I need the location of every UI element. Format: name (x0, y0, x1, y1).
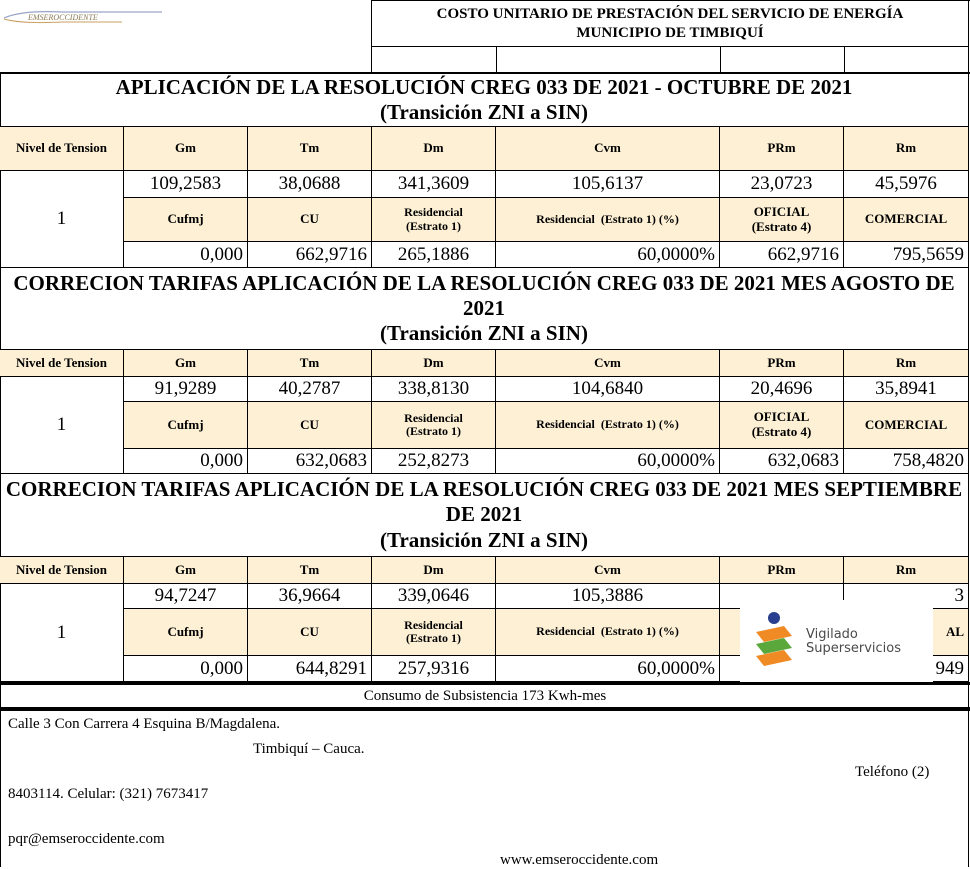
subheader-cufmj: Cufmj (124, 198, 248, 242)
footer-email[interactable]: pqr@emseroccidente.com (8, 831, 165, 847)
section-title-line1: CORRECION TARIFAS APLICACIÓN DE LA RESOLUCIÓN CREG 033 DE 2021 MES SEPTIEMBRE (5, 477, 963, 502)
header-gm: Gm (124, 127, 248, 171)
cell-residencial-pct: 60,0000% (496, 242, 720, 268)
nivel-tension-value: 1 (0, 584, 124, 682)
cell-comercial: 795,5659 (844, 242, 969, 268)
header-logo (2, 8, 170, 26)
cell-cvm: 105,3886 (496, 584, 720, 609)
footer-city: Timbiquí – Cauca. (253, 741, 365, 757)
header-dm: Dm (372, 127, 496, 171)
cell-residencial: 252,8273 (372, 449, 496, 474)
section-title-line3: (Transición ZNI a SIN) (380, 321, 588, 346)
nivel-tension-value: 1 (0, 171, 124, 268)
cell-cvm: 104,6840 (496, 377, 720, 402)
cell-comercial: 758,4820 (844, 449, 969, 474)
header-tm: Tm (248, 557, 372, 584)
header-prm: PRm (720, 350, 844, 377)
subheader-cufmj: Cufmj (124, 402, 248, 449)
subsistence-consumption: Consumo de Subsistencia 173 Kwh-mes (363, 687, 607, 704)
cell-gm: 109,2583 (124, 171, 248, 198)
cell-cufmj: 0,000 (124, 656, 248, 682)
cell-residencial: 265,1886 (372, 242, 496, 268)
header-cvm: Cvm (496, 127, 720, 171)
cell-cvm: 105,6137 (496, 171, 720, 198)
header-prm: PRm (720, 557, 844, 584)
cell-cufmj: 0,000 (124, 449, 248, 474)
cell-residencial: 257,9316 (372, 656, 496, 682)
header-rm: Rm (844, 127, 969, 171)
divider (371, 46, 969, 47)
header-cvm: Cvm (496, 557, 720, 584)
cell-tm: 40,2787 (248, 377, 372, 402)
divider (371, 0, 970, 1)
subheader-comercial: COMERCIAL (844, 402, 969, 449)
badge-text (806, 628, 901, 655)
document-title (372, 2, 968, 46)
cell-residencial-pct: 60,0000% (496, 449, 720, 474)
header-tm: Tm (248, 127, 372, 171)
section-title (0, 74, 969, 127)
subheader-comercial: AL (844, 609, 969, 656)
cell-cufmj: 0,000 (124, 242, 248, 268)
cell-tm: 38,0688 (248, 171, 372, 198)
badge-line1: Vigilado (806, 627, 858, 643)
cell-comercial: 949 (844, 656, 969, 682)
header-gm: Gm (124, 350, 248, 377)
subheader-oficial: OFICIAL (Estrato 4) (720, 198, 844, 242)
header-rm: Rm (844, 557, 969, 584)
document-title-line1: COSTO UNITARIO DE PRESTACIÓN DEL SERVICIO DE ENERGÍA (436, 6, 904, 23)
vigilado-superservicios-badge (740, 600, 933, 684)
header-dm: Dm (372, 350, 496, 377)
section-title (0, 268, 969, 350)
divider (720, 46, 721, 73)
footer-phone-numbers: 8403114. Celular: (321) 7673417 (8, 786, 209, 802)
cell-rm: 35,8941 (844, 377, 969, 402)
divider (0, 711, 1, 867)
cell-prm: 23,0723 (720, 171, 844, 198)
divider (844, 46, 845, 73)
header-nivel-tension: Nivel de Tension (0, 127, 124, 171)
cell-residencial-pct: 60,0000% (496, 656, 720, 682)
subheader-cu: CU (248, 402, 372, 449)
divider (496, 46, 497, 73)
section-title (0, 474, 969, 557)
subheader-residencial-pct: Residencial (Estrato 1) (%) (496, 198, 720, 242)
cell-prm: 20,4696 (720, 377, 844, 402)
cell-cu: 662,9716 (248, 242, 372, 268)
header-gm: Gm (124, 557, 248, 584)
badge-line2: Superservicios (806, 641, 901, 656)
header-tm: Tm (248, 350, 372, 377)
section-title-line1: APLICACIÓN DE LA RESOLUCIÓN CREG 033 DE 2021 - OCTUBRE DE 2021 (115, 74, 853, 99)
header-cvm: Cvm (496, 350, 720, 377)
cell-cu: 644,8291 (248, 656, 372, 682)
subheader-residencial-pct: Residencial (Estrato 1) (%) (496, 402, 720, 449)
header-nivel-tension: Nivel de Tension (0, 557, 124, 584)
header-nivel-tension: Nivel de Tension (0, 350, 124, 377)
section-title-line3: (Transición ZNI a SIN) (380, 100, 588, 124)
cell-oficial: 662,9716 (720, 242, 844, 268)
subheader-cu: CU (248, 198, 372, 242)
subheader-residencial: Residencial (Estrato 1) (372, 402, 496, 449)
cell-cu: 632,0683 (248, 449, 372, 474)
divider (0, 707, 970, 711)
header-dm: Dm (372, 557, 496, 584)
company-logo-icon (2, 8, 170, 26)
subheader-cufmj: Cufmj (124, 609, 248, 656)
cell-dm: 339,0646 (372, 584, 496, 609)
divider (371, 0, 372, 73)
subheader-residencial-pct: Residencial (Estrato 1) (%) (496, 609, 720, 656)
document-title-line2: MUNICIPIO DE TIMBIQUÍ (576, 25, 764, 41)
subheader-comercial: COMERCIAL (844, 198, 969, 242)
header-prm: PRm (720, 127, 844, 171)
nivel-tension-value: 1 (0, 377, 124, 474)
subheader-cu: CU (248, 609, 372, 656)
cell-rm: 45,5976 (844, 171, 969, 198)
cell-dm: 341,3609 (372, 171, 496, 198)
divider (968, 711, 969, 867)
cell-gm: 94,7247 (124, 584, 248, 609)
cell-oficial: 632,0683 (720, 449, 844, 474)
cell-dm: 338,8130 (372, 377, 496, 402)
divider (968, 0, 969, 73)
section-title-line3: (Transición ZNI a SIN) (380, 527, 588, 552)
section-title-line2: DE 2021 (445, 502, 523, 527)
footer-address: Calle 3 Con Carrera 4 Esquina B/Magdalena. (8, 716, 281, 732)
section-title-line2: 2021 (463, 295, 505, 320)
superservicios-logo-icon (750, 610, 798, 674)
subheader-residencial: Residencial (Estrato 1) (372, 609, 496, 656)
header-rm: Rm (844, 350, 969, 377)
subheader-oficial: OFICIAL (Estrato 4) (720, 402, 844, 449)
cell-tm: 36,9664 (248, 584, 372, 609)
section-title-line1: CORRECION TARIFAS APLICACIÓN DE LA RESOLUCIÓN CREG 033 DE 2021 MES AGOSTO DE (13, 270, 955, 295)
cell-gm: 91,9289 (124, 377, 248, 402)
cell-rm: 3 (844, 584, 969, 609)
subheader-residencial: Residencial (Estrato 1) (372, 198, 496, 242)
svg-text:EMSEROCCIDENTE: EMSEROCCIDENTE (28, 13, 98, 22)
footer-phone-label: Teléfono (2) (855, 764, 930, 780)
footer-website[interactable]: www.emseroccidente.com (500, 852, 659, 868)
